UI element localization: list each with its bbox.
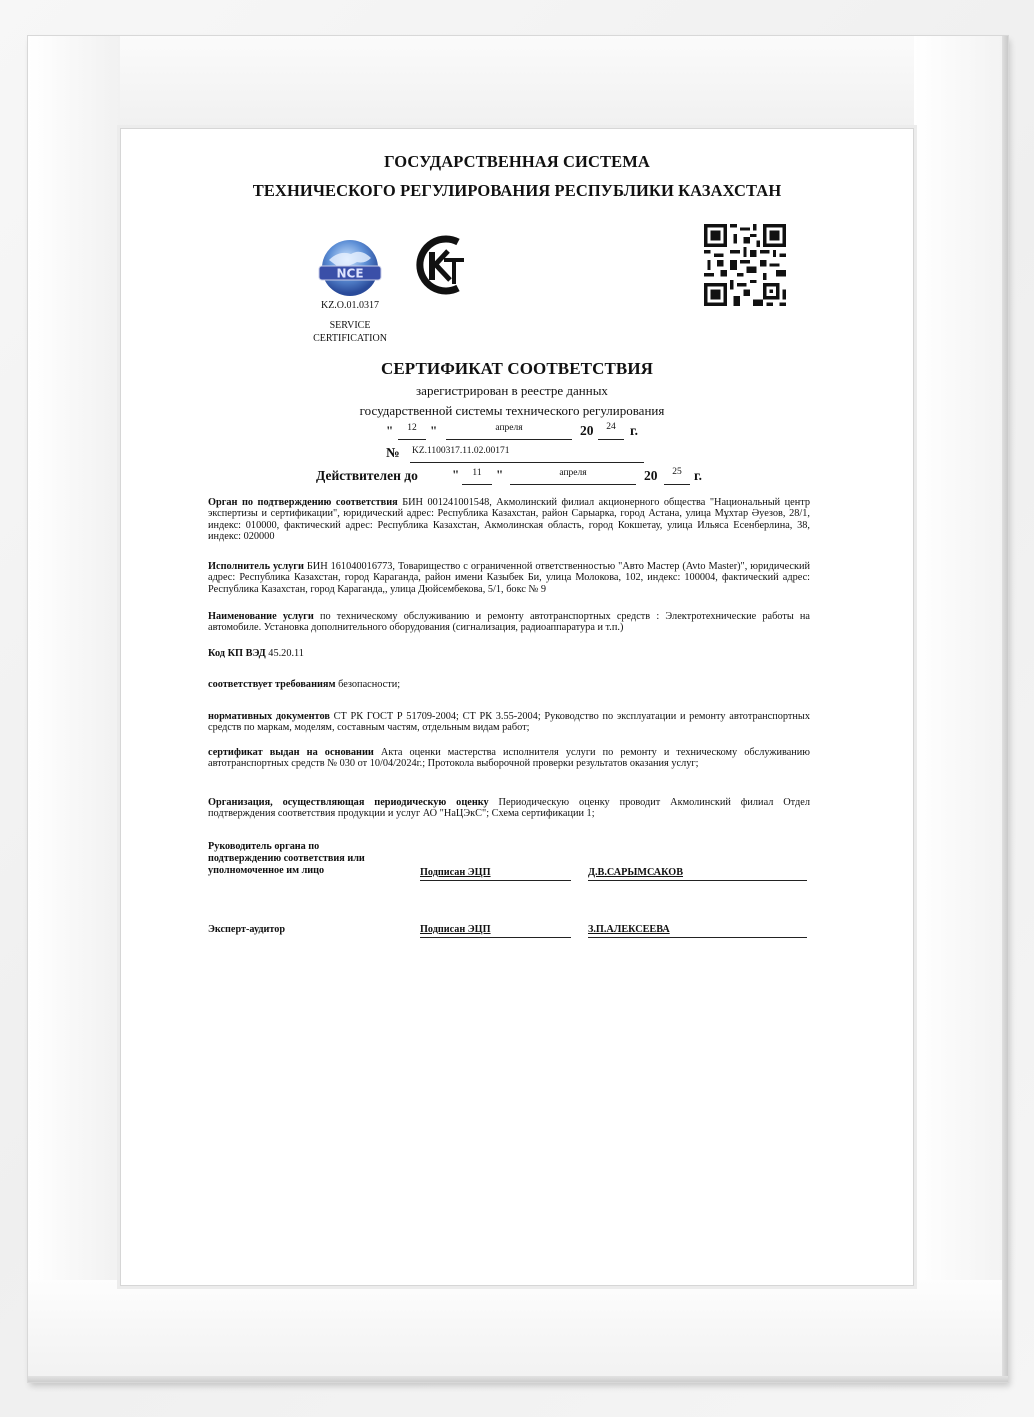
valid-quote-open: " <box>452 467 460 482</box>
certificate-subtitle-2: государственной системы технического регулирования <box>359 403 665 418</box>
reg-year: 24 <box>606 422 616 432</box>
frame-bevel-right <box>914 36 1002 1382</box>
valid-year-prefix: 20 <box>644 468 658 483</box>
certificate-document <box>120 128 914 1286</box>
head-signature: Подписан ЭЦП <box>420 867 491 878</box>
section-issued-basis: сертификат выдан на основании Акта оценки мастерства исполнителя услуги по ремонту и техническому обслуживанию автотранспортных средств № 030 от 10/04/2024г.; Протокола выборочной проверки результатов оказания услуг; <box>208 747 810 770</box>
nce-globe-logo-icon <box>317 238 383 300</box>
frame-bevel-bottom <box>28 1280 1008 1376</box>
frame-edge-bottom <box>28 1376 1008 1382</box>
valid-year: 25 <box>672 467 682 477</box>
header-line-1: ГОСУДАРСТВЕННАЯ СИСТЕМА <box>384 152 650 171</box>
valid-until-label: Действителен до <box>316 468 418 483</box>
valid-year-line <box>664 484 690 485</box>
valid-day-line <box>462 484 492 485</box>
expert-name-line <box>588 937 807 938</box>
section-activity-code: Код КП ВЭД 45.20.11 <box>208 648 304 659</box>
expert-label: Эксперт-аудитор <box>208 924 286 935</box>
section-service-provider: Исполнитель услуги БИН 161040016773, Товарищество с ограниченной ответственностью "Авто Мастер (Avto Master)", юридический адрес: Республика Казахстан, город Караганда, район имени Казыбек Би, улица Молокова, 102, индекс: 100004, фактический адрес: Республика Казахстан, город Караганда,, улица Дюйсембекова, 5/1, бокс № 9 <box>208 561 810 595</box>
certificate-subtitle-1: зарегистрирован в реестре данных <box>416 383 608 398</box>
expert-signature-line <box>420 937 571 938</box>
section-periodic-assessment: Организация, осуществляющая периодическую оценку Периодическую оценку проводит Акмолинский филиал Отдел подтверждения соответствия продукции и услуг АО "НаЦЭкС"; Схема сертификации 1; <box>208 797 810 820</box>
section-service-name: Наименование услуги по техническому обслуживанию и ремонту автотранспортных средств : Электротехнические работы на автомобиле. Установка дополнительного оборудования (сигнализация, радиоаппаратура и т.п.) <box>208 611 811 634</box>
section-certification-body: Орган по подтверждению соответствия БИН 001241001548, Акмолинский филиал акционерного общества "Национальный центр экспертизы и сертификации", юридический адрес: Республика Казахстан, район Сарыарка, город Астана, улица Мұхтар Әуезов, 28/1, индекс: 010000, фактический адрес: Республика Казахстан, Акмолинская область, город Кокшетау, улица Ильяса Есенберлина, 38, индекс: 020000 <box>208 497 811 543</box>
head-label: Руководитель органа по подтверждению соответствия или уполномоченное им лицо <box>208 841 365 876</box>
reg-year-line <box>598 439 624 440</box>
reg-month-line <box>446 439 572 440</box>
reg-day: 12 <box>407 423 417 433</box>
qr-code-icon <box>704 224 786 306</box>
reg-year-suffix: г. <box>630 423 638 438</box>
reg-month: апреля <box>495 423 523 433</box>
number-label: № <box>386 445 400 460</box>
certificate-number: KZ.1100317.11.02.00171 <box>412 446 510 456</box>
logo-caption-2: CERTIFICATION <box>313 333 387 344</box>
head-name: Д.В.САРЫМСАКОВ <box>588 867 684 878</box>
reg-day-line <box>398 439 426 440</box>
reg-quote-open: " <box>386 423 394 438</box>
head-signature-line <box>420 880 571 881</box>
header-line-2: ТЕХНИЧЕСКОГО РЕГУЛИРОВАНИЯ РЕСПУБЛИКИ КАЗАХСТАН <box>252 181 782 200</box>
kz-conformity-mark-icon <box>414 234 472 296</box>
valid-year-suffix: г. <box>694 468 702 483</box>
valid-day: 11 <box>472 468 482 478</box>
reg-quote-close: " <box>430 423 438 438</box>
reg-year-prefix: 20 <box>580 423 594 438</box>
expert-signature: Подписан ЭЦП <box>420 924 491 935</box>
frame-bevel-left <box>28 36 120 1382</box>
valid-month-line <box>510 484 636 485</box>
frame-edge-right <box>1002 36 1008 1382</box>
valid-quote-close: " <box>496 467 504 482</box>
expert-name: З.П.АЛЕКСЕЕВА <box>588 924 670 935</box>
logo-caption-1: SERVICE <box>329 320 371 331</box>
head-name-line <box>588 880 807 881</box>
svg-text:NCE: NCE <box>336 266 364 281</box>
frame-bevel-top <box>28 36 1008 130</box>
section-normative-docs: нормативных документов СТ РК ГОСТ Р 51709-2004; СТ РК 3.55-2004; Руководство по эксплуатации и ремонту автотранспортных средств по маркам, моделям, составным частям, отдельным видам работ; <box>208 711 810 734</box>
certificate-number-line <box>410 462 644 463</box>
valid-month: апреля <box>559 468 587 478</box>
section-requirements: соответствует требованиям безопасности; <box>208 679 401 690</box>
certificate-title: СЕРТИФИКАТ СООТВЕТСТВИЯ <box>380 359 654 378</box>
logo-code: KZ.O.01.0317 <box>320 300 380 311</box>
